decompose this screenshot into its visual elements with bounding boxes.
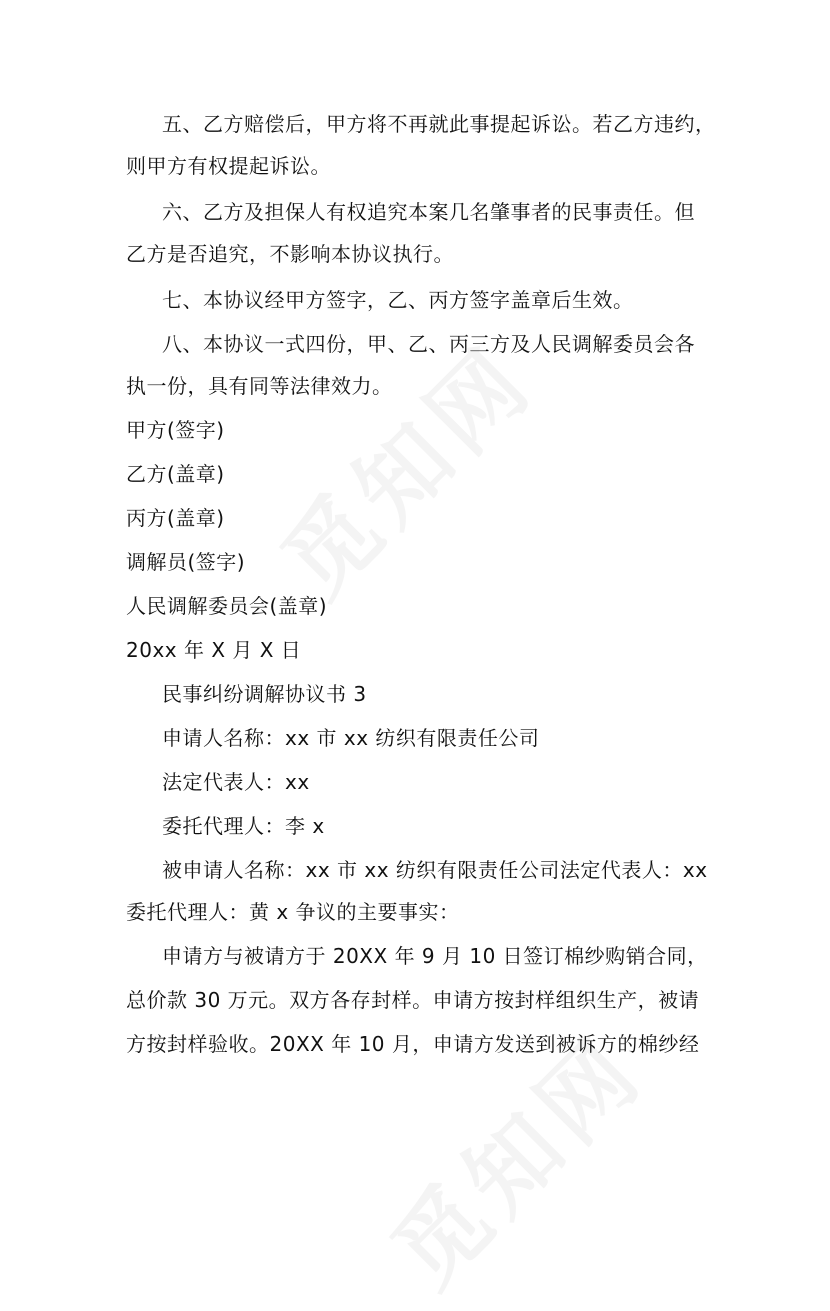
paragraph-line: 五、乙方赔偿后，甲方将不再就此事提起诉讼。若乙方违约， [162,112,716,136]
paragraph-line: 方按封样验收。20XX 年 10 月，申请方发送到被诉方的棉纱经 [126,1032,700,1056]
paragraph-line: 八、本协议一式四份，甲、乙、丙三方及人民调解委员会各 [162,332,695,356]
signature-line: 乙方(盖章) [126,462,225,486]
paragraph-line: 申请方与被请方于 20XX 年 9 月 10 日签订棉纱购销合同， [162,944,708,968]
paragraph-line: 执一份，具有同等法律效力。 [126,374,393,398]
paragraph-line: 则甲方有权提起诉讼。 [126,154,331,178]
paragraph-line: 申请人名称：xx 市 xx 纺织有限责任公司 [162,726,540,750]
paragraph-line: 乙方是否追究，不影响本协议执行。 [126,242,454,266]
paragraph-line: 委托代理人：黄 x 争议的主要事实： [126,900,460,924]
date-line: 20xx 年 X 月 X 日 [126,638,302,662]
paragraph-line: 委托代理人：李 x [162,814,325,838]
paragraph-line: 总价款 30 万元。双方各存封样。申请方按封样组织生产，被请 [126,988,700,1012]
section-title: 民事纠纷调解协议书 3 [162,682,367,706]
signature-line: 丙方(盖章) [126,506,225,530]
paragraph-line: 六、乙方及担保人有权追究本案几名肇事者的民事责任。但 [162,200,695,224]
paragraph-line: 被申请人名称：xx 市 xx 纺织有限责任公司法定代表人：xx [162,858,708,882]
paragraph-line: 法定代表人：xx [162,770,310,794]
signature-line: 人民调解委员会(盖章) [126,594,328,618]
signature-line: 调解员(签字) [126,550,246,574]
paragraph-line: 七、本协议经甲方签字，乙、丙方签字盖章后生效。 [162,288,634,312]
signature-line: 甲方(签字) [126,418,225,442]
